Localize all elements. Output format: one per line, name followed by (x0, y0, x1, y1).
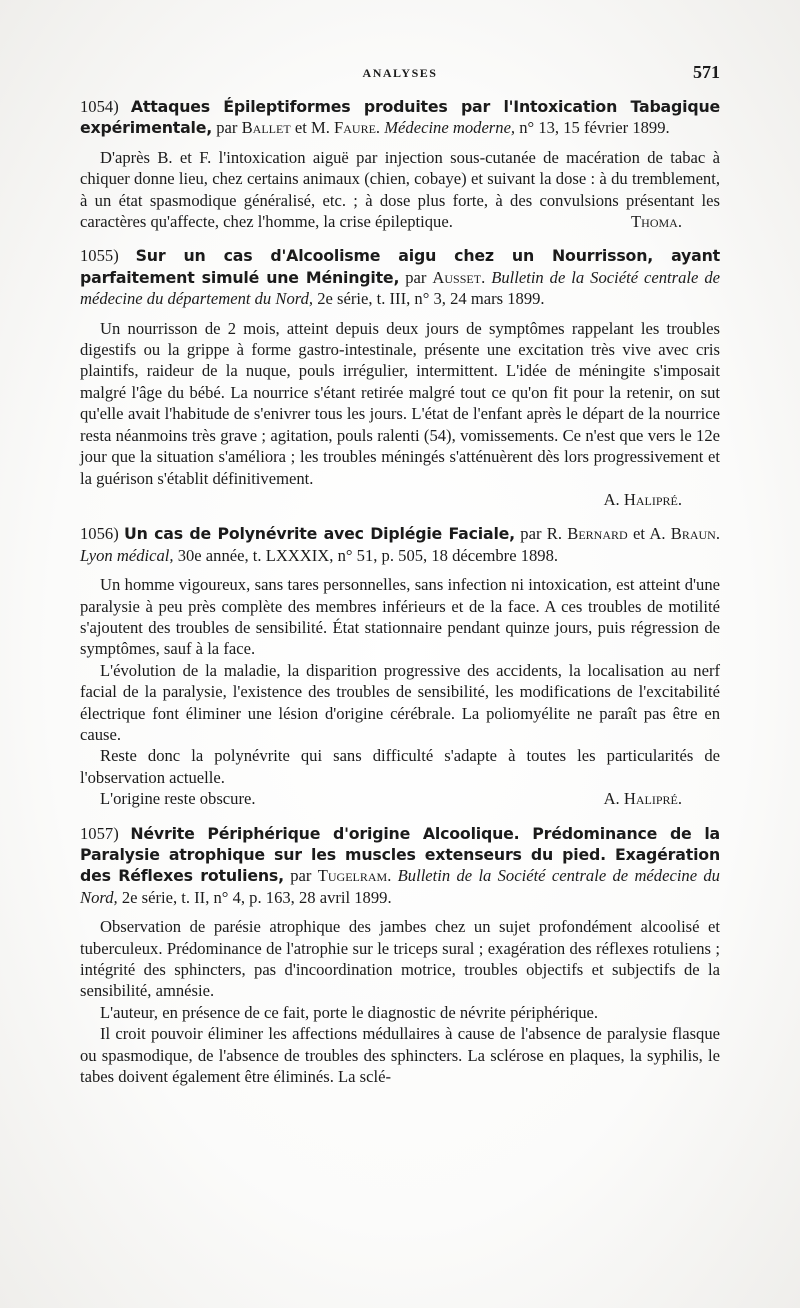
abstract-paragraph: Il croit pouvoir éliminer les affections médullaires à cause de l'absence de paralysie flasque ou spasmodique, de l'absence de troubles des sphincters. La sclérose en plaques, la syphilis, le tabes doivent également être éliminés. La sclé- (80, 1024, 720, 1087)
abstract-paragraph: L'évolution de la maladie, la disparition progressive des accidents, la localisation au nerf facial de la paralysie, l'existence des troubles de sensibilité, les modifications de l'excitabilité électrique font éliminer une lésion d'origine cérébrale. La poliomyélite ne paraît pas être en cause. (80, 660, 720, 744)
running-header (80, 62, 720, 86)
entry-heading: 1057) Névrite Périphérique d'origine Alcoolique. Prédominance de la Paralysie atrophique sur les muscles extenseurs du pied. Exagération des Réflexes rotuliens, par Tugelram. Bulletin de la Société centrale de médecine du Nord, 2e série, t. II, n° 4, p. 163, 28 avril 1899. (80, 823, 721, 907)
abstract-paragraph: Un homme vigoureux, sans tares personnelles, sans infection ni intoxication, est atteint d'une paralysie à peu près complète des membres inférieurs et de la face. A ces troubles de motilité s'ajoutent des troubles de sensibilité. État stationnaire pendant quinze jours, puis régression de symptômes, sauf à la face. (80, 575, 720, 659)
entry-1054 (80, 96, 720, 232)
journal-reference: n° 13, 15 février 1899. (519, 118, 670, 138)
journal-reference: 30e année, t. LXXXIX, n° 51, p. 505, 18 décembre 1898. (177, 545, 559, 565)
journal-reference: 2e série, t. III, n° 3, 24 mars 1899. (317, 289, 545, 309)
entry-number: 1054) (80, 97, 119, 116)
entry-title: Névrite Périphérique d'origine Alcoolique. Prédominance de la Paralysie atrophique sur les muscles extenseurs du pied. Exagération des Réflexes rotuliens, (80, 823, 721, 886)
entry-author: Faure (334, 118, 376, 138)
journal-name: Médecine moderne, (384, 118, 516, 138)
ref-et: et M. (294, 118, 330, 138)
entry-number: 1055) (80, 246, 119, 266)
signature: A. Halipré. (603, 489, 682, 509)
entry-author: Bernard (567, 524, 628, 544)
entry-number: 1056) (80, 524, 119, 544)
abstract-paragraph: L'origine reste obscure. A. Halipré. (80, 788, 720, 809)
journal-reference: 2e série, t. II, n° 4, p. 163, 28 avril 1899. (121, 887, 392, 907)
entry-author: Braun (670, 524, 716, 544)
journal-name: Lyon médical, (80, 545, 174, 565)
entry-author: Ballet (241, 118, 291, 138)
abstract-paragraph: L'auteur, en présence de ce fait, porte le diagnostic de névrite périphérique. (100, 1002, 599, 1022)
entry-title: Attaques Épileptiformes produites par l'Intoxication Tabagique expérimentale, (80, 97, 720, 138)
entry-heading: 1056) Un cas de Polynévrite avec Diplégie Faciale, par R. Bernard et A. Braun. Lyon médical, 30e année, t. LXXXIX, n° 51, p. 505, 18 décembre 1898. (80, 524, 720, 565)
page-number: 571 (693, 62, 720, 82)
entry-title: Sur un cas d'Alcoolisme aigu chez un Nourrisson, ayant parfaitement simulé une Méningite, (80, 246, 721, 287)
entry-1056 (80, 523, 720, 809)
journal-name: Bulletin de la Société centrale de médecine du département du Nord, (80, 267, 721, 309)
ref-et: et A. (632, 524, 666, 544)
entry-author: Tugelram (317, 866, 388, 886)
entry-number: 1057) (80, 823, 119, 843)
abstract-paragraph: Un nourrisson de 2 mois, atteint depuis deux jours de symptômes rappelant les troubles digestifs ou la grippe à forme gastro-intestinale, présente une excitation très vive avec cris plaintifs, raideur de la nuque, pouls irrégulier, intermittent. L'idée de méningite s'imposait malgré l'âge du bébé. La nourrice s'étant retirée malgré tout ce qu'on fit pour la retenir, on sut qu'elle avait l'habitude de s'enivrer tous les jours. L'état de l'enfant après le départ de la nourrice resta néanmoins très grave ; agitation, pouls ralenti (54), vomissements. Ce n'est que vers le 12e jour que la situation s'améliora ; les troubles méningés s'atténuèrent dès lors progressivement et la guérison s'établit définitivement. (80, 318, 720, 488)
entry-1055 (80, 245, 720, 510)
running-title: ANALYSES (362, 66, 438, 80)
article-column (80, 96, 720, 1100)
signature: Thoma. (631, 212, 682, 232)
ref-par: par (290, 866, 312, 886)
entry-author: Ausset (432, 267, 482, 287)
ref-par: par (405, 267, 427, 287)
entry-title: Un cas de Polynévrite avec Diplégie Faciale, (124, 524, 515, 544)
signature: A. Halipré. (603, 789, 682, 809)
abstract-paragraph: Reste donc la polynévrite qui sans difficulté s'adapte à toutes les particularités de l'observation actuelle. (80, 746, 720, 787)
entry-heading: 1055) Sur un cas d'Alcoolisme aigu chez un Nourrisson, ayant parfaitement simulé une Méningite, par Ausset. Bulletin de la Société centrale de médecine du département du Nord, 2e série, t. III, n° 3, 24 mars 1899. (80, 246, 721, 309)
abstract-paragraph: D'après B. et F. l'intoxication aiguë par injection sous-cutanée de macération de tabac à chiquer donne lieu, chez certains animaux (chien, cobaye) et suivant la dose : à du tremblement, à un état spasmodique généralisé, etc. ; à dose plus forte, à des convulsions présentant les caractères qu'affecte, chez l'homme, la crise épileptique. Thoma. (80, 147, 720, 232)
entry-1057 (80, 823, 720, 1088)
abstract-paragraph: Observation de parésie atrophique des jambes chez un sujet profondément alcoolisé et tuberculeux. Prédominance de l'atrophie sur le triceps sural ; exagération des réflexes rotuliens ; intégrité des sphincters, pas d'incoordination motrice, troubles objectifs et subjectifs de la sensibilité, amnésie. (80, 917, 720, 1001)
ref-par: par R. (520, 524, 562, 544)
ref-par: par (216, 118, 238, 138)
journal-name: Bulletin de la Société centrale de médecine du Nord, (80, 866, 720, 907)
entry-heading: 1054) Attaques Épileptiformes produites par l'Intoxication Tabagique expérimentale, par Ballet et M. Faure. Médecine moderne, n° 13, 15 février 1899. (80, 97, 720, 138)
